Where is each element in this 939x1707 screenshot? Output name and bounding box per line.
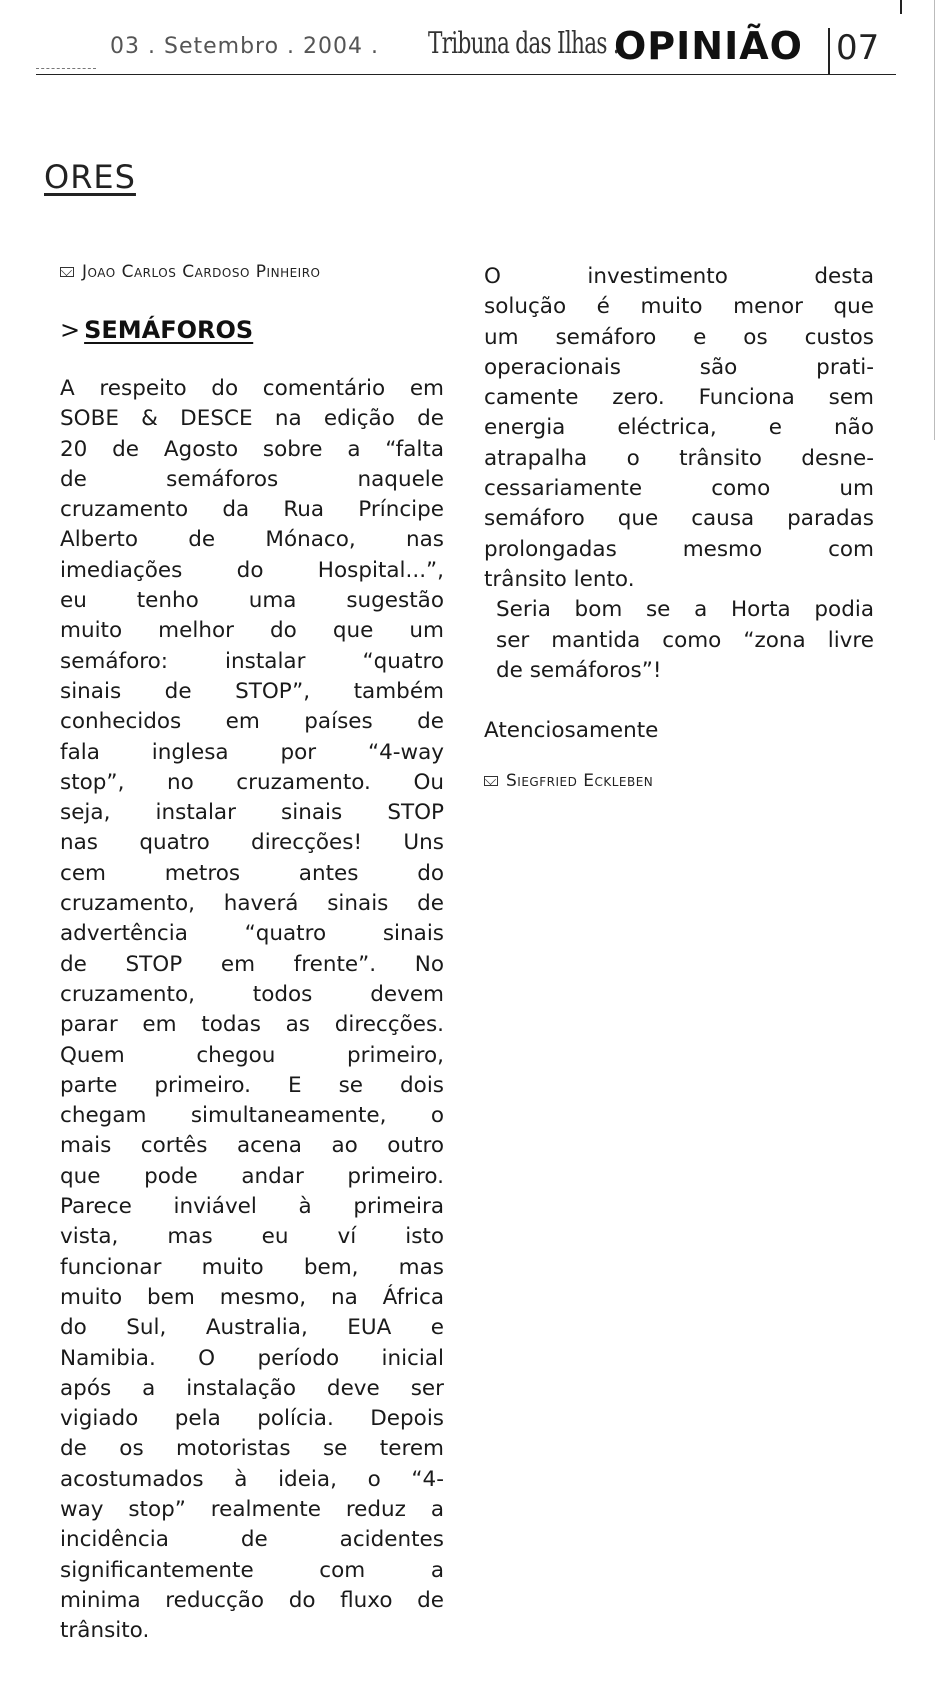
text-line: chegam simultaneamente, o (60, 1103, 444, 1129)
text-line: stop”, no cruzamento. Ou (60, 769, 444, 795)
text-line: significantemente com a (60, 1557, 444, 1583)
letter-body-left (60, 374, 444, 1646)
text-line: advertência “quatro sinais (60, 921, 444, 947)
text-line: cruzamento, todos devem (60, 981, 444, 1007)
text-line: way stop” realmente reduz a (60, 1496, 444, 1522)
text-line: Alberto de Mónaco, nas (60, 527, 444, 553)
text-line: prolongadas mesmo com (484, 536, 874, 562)
text-line: imediações do Hospital...”, (60, 557, 444, 583)
envelope-icon (60, 267, 74, 277)
text-line: muito melhor do que um (60, 618, 444, 644)
subhead-label: SEMÁFOROS (84, 316, 254, 344)
letter-signature-name: Siegfried Eckleben (506, 771, 654, 792)
text-line: minima reducção do fluxo de (60, 1587, 444, 1613)
header-separator (828, 28, 830, 74)
text-line: Namibia. O período inicial (60, 1345, 444, 1371)
text-line: parte primeiro. E se dois (60, 1072, 444, 1098)
text-line: de STOP em frente”. No (60, 951, 444, 977)
text-line: um semáforo e os custos (484, 324, 874, 350)
text-line: de os motoristas se terem (60, 1436, 444, 1462)
text-line: nas quatro direcções! Uns (60, 830, 444, 856)
page-header (36, 18, 896, 76)
text-line: cruzamento, haverá sinais de (60, 891, 444, 917)
letter-signature (484, 771, 874, 791)
text-line: do Sul, Australia, EUA e (60, 1315, 444, 1341)
text-line: sinais de STOP”, também (60, 678, 444, 704)
text-line: ser mantida como “zona livre (496, 627, 874, 653)
text-line: 20 de Agosto sobre a “falta (60, 436, 444, 462)
header-dash (36, 68, 96, 69)
page-edge-line (934, 0, 935, 440)
text-line: cem metros antes do (60, 860, 444, 886)
text-line: Quem chegou primeiro, (60, 1042, 444, 1068)
header-page-number: 07 (836, 28, 880, 68)
right-column (484, 262, 874, 791)
text-line: operacionais são prati- (484, 354, 874, 380)
header-section: OPINIÃO (614, 24, 803, 68)
text-line: acostumados à ideia, o “4- (60, 1466, 444, 1492)
text-line: que pode andar primeiro. (60, 1163, 444, 1189)
corner-crop-mark (900, 0, 902, 14)
text-line: trânsito. (60, 1618, 150, 1644)
text-line: vista, mas eu ví isto (60, 1224, 444, 1250)
text-line: fala inglesa por “4-way (60, 739, 444, 765)
text-line: solução é muito menor que (484, 294, 874, 320)
letter-body-right (484, 262, 874, 595)
text-line: de semáforos”! (496, 657, 662, 683)
text-line: de semáforos naquele (60, 466, 444, 492)
header-paper-name: Tribuna das Ilhas . (428, 26, 620, 61)
text-line: cruzamento da Rua Príncipe (60, 497, 444, 523)
text-line: conhecidos em países de (60, 709, 444, 735)
text-line: vigiado pela polícia. Depois (60, 1406, 444, 1432)
text-line: após a instalação deve ser (60, 1375, 444, 1401)
text-line: O investimento desta (484, 264, 874, 289)
text-line: atrapalha o trânsito desne- (484, 445, 874, 471)
text-line: Parece inviável à primeira (60, 1194, 444, 1220)
letter-author-name: Joao Carlos Cardoso Pinheiro (82, 262, 321, 282)
header-date: 03 . Setembro . 2004 . (110, 34, 380, 59)
text-line: SOBE & DESCE na edição de (60, 406, 444, 432)
text-line: seja, instalar sinais STOP (60, 800, 444, 826)
text-line: incidência de acidentes (60, 1527, 444, 1553)
letter-author (60, 262, 444, 282)
text-line: mais cortês acena ao outro (60, 1133, 444, 1159)
subhead-prefix: > (60, 316, 81, 344)
text-line: A respeito do comentário em (60, 376, 444, 401)
text-line: eu tenho uma sugestão (60, 588, 444, 614)
text-line: energia eléctrica, e não (484, 415, 874, 441)
letter-closing: Atenciosamente (484, 718, 659, 744)
text-line: trânsito lento. (484, 566, 635, 592)
text-line: muito bem mesmo, na África (60, 1284, 444, 1310)
letter-body-right-2 (484, 595, 874, 686)
letter-subhead (60, 316, 444, 344)
text-line: parar em todas as direcções. (60, 1012, 444, 1038)
text-line: Seria bom se a Horta podia (496, 597, 874, 623)
text-line: semáforo que causa paradas (484, 506, 874, 532)
section-title: ORES (44, 158, 136, 196)
header-rule (36, 74, 896, 75)
text-line: camente zero. Funciona sem (484, 385, 874, 411)
text-line: semáforo: instalar “quatro (60, 648, 444, 674)
text-line: funcionar muito bem, mas (60, 1254, 444, 1280)
left-column (60, 262, 444, 1646)
text-line: cessariamente como um (484, 476, 874, 502)
envelope-icon (484, 776, 498, 786)
